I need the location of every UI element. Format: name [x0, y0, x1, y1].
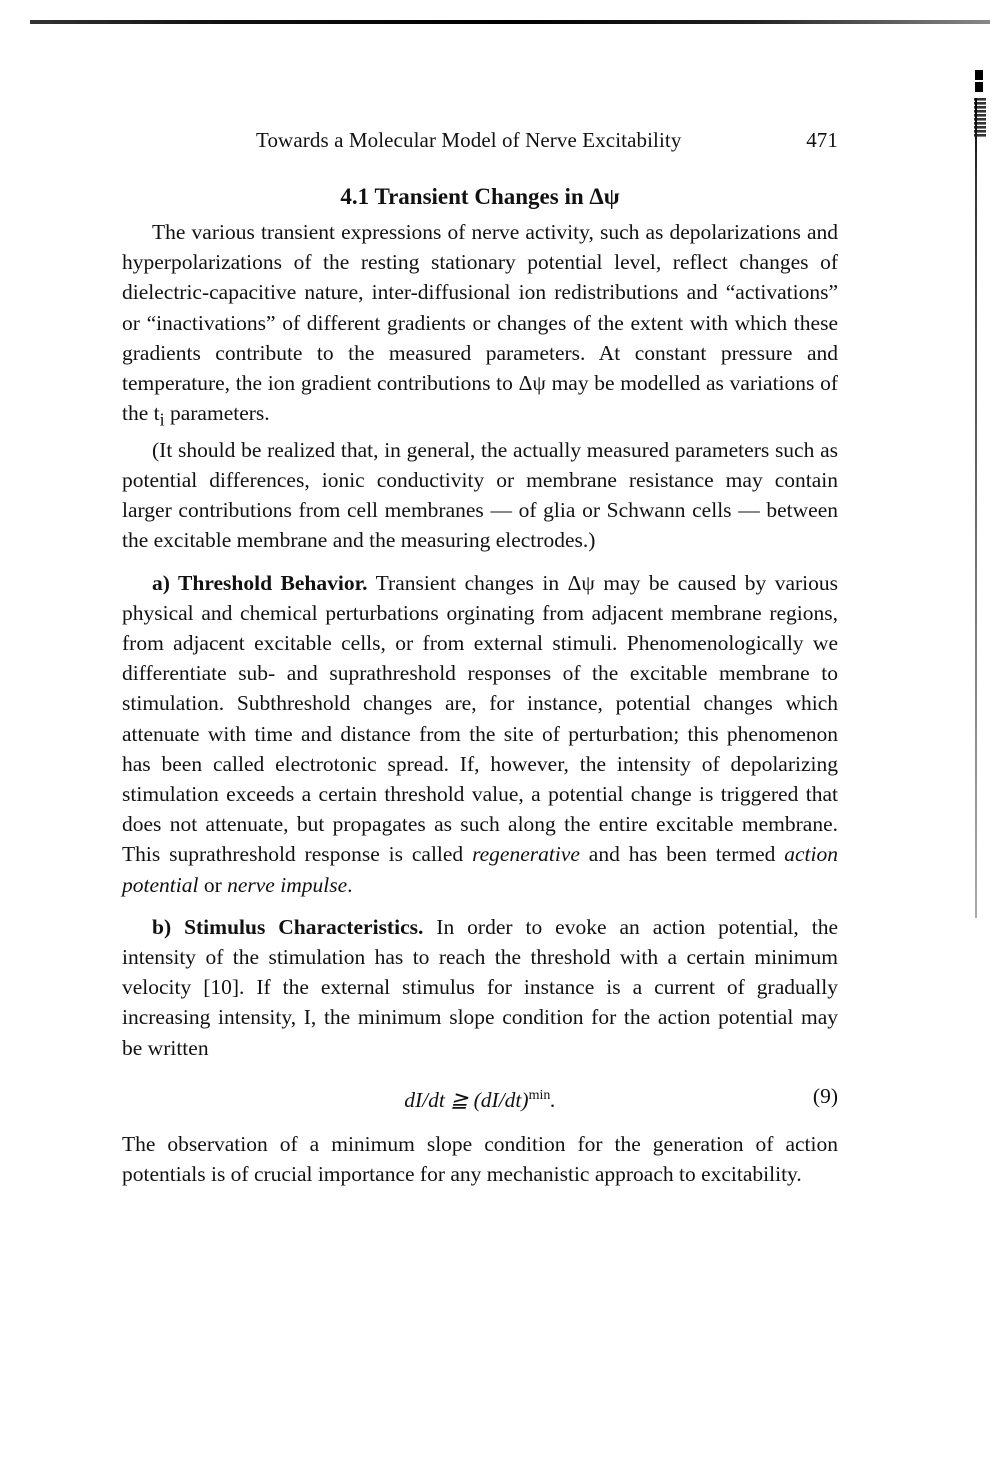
equation-body: dI/dt ≧ (dI/dt)	[404, 1087, 529, 1112]
equation-9	[122, 1081, 838, 1115]
scan-edge-line	[975, 98, 977, 918]
runin-heading-b: b) Stimulus Characteristics.	[152, 914, 424, 939]
scan-edge-mark	[975, 70, 983, 80]
scan-top-rule	[30, 20, 990, 24]
section-heading: 4.1 Transient Changes in Δψ	[340, 184, 620, 209]
paragraph-intro	[122, 217, 838, 435]
paragraph-note: (It should be realized that, in general, the actually measured parameters such as potential differences, ionic conductivity or membrane resistance may contain larger contributions from cell membranes — of glia or Schwann cells — between the excitable membrane and the measuring electrodes.)	[122, 437, 838, 553]
paragraph-text: or	[198, 872, 228, 897]
page-body	[122, 182, 838, 1190]
paragraph-text: parameters.	[164, 401, 270, 426]
scan-edge-mark	[975, 82, 983, 92]
term-regenerative: regenerative	[472, 842, 580, 867]
equation-tail: .	[550, 1087, 556, 1112]
equation-number: (9)	[812, 1083, 838, 1108]
paragraph-text: and has been termed	[579, 842, 785, 867]
term-nerve-impulse: nerve impulse	[227, 872, 348, 897]
paragraph-threshold	[122, 568, 838, 900]
equation-superscript: min	[528, 1087, 551, 1103]
paragraph-conclusion: The observation of a minimum slope condition for the generation of action potentials is of crucial importance for any mechanistic approach to excitability.	[122, 1132, 838, 1187]
paragraph-text: The various transient expressions of nerve activity, such as depolarizations and hyperpolarizations of the resting stationary potential level, reflect changes of dielectric-capacitive nature, inter-diffusional ion redistributions and “activations” or “inactivations” of different gradients or changes of the extent with which these gradients contribute to the measured parameters. At constant pressure and temperature, the ion gradient contributions to Δψ may be modelled as variations of the t	[122, 220, 838, 426]
running-title: Towards a Molecular Model of Nerve Excitability	[256, 128, 682, 152]
paragraph-text: In order to evoke an action potential, the intensity of the stimulation has to reach the threshold with a certain minimum velocity [10]. If the external stimulus for instance is a current of gradually increasing intensity, I, the minimum slope condition for the action potential may be written	[122, 914, 838, 1060]
page-number: 471	[806, 128, 838, 152]
subscript-i: i	[159, 409, 165, 430]
paragraph-text: .	[347, 872, 353, 897]
term-action-potential: action potential	[122, 842, 839, 897]
paragraph-stimulus	[122, 912, 838, 1063]
runin-heading-a: a) Threshold Behavior.	[152, 570, 368, 595]
paragraph-text: Transient changes in Δψ may be caused by various physical and chemical perturbations orginating from adjacent membrane regions, from adjacent excitable cells, or from external stimuli. Phenomenologically we differentiate sub- and suprathreshold responses of the excitable membrane to stimulation. Subthreshold changes are, for instance, potential changes which attenuate with time and distance from the site of perturbation; this phenomenon has been called electrotonic spread. If, however, the intensity of depolarizing stimulation exceeds a certain threshold value, a potential change is triggered that does not attenuate, but propagates as such along the entire excitable membrane. This suprathreshold response is called	[122, 570, 838, 867]
